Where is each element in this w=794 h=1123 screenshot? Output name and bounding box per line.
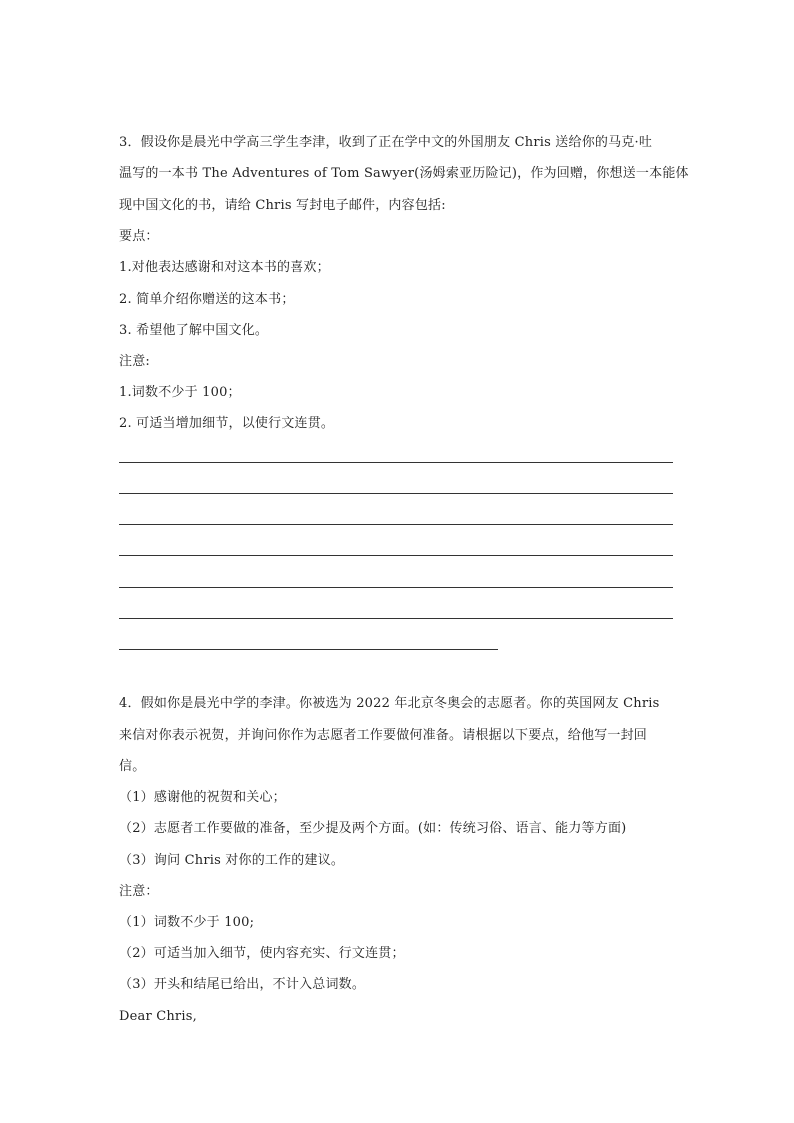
q4-point-3: （3）询问 Chris 对你的工作的建议。 [119,853,345,868]
q3-notes-heading: 注意: [119,354,150,369]
answer-line-2 [119,493,673,494]
q3-note-1: 1.词数不少于 100； [119,385,241,400]
q4-note-3: （3）开头和结尾已给出，不计入总词数。 [119,977,366,992]
q3-point-1: 1.对他表达感谢和对这本书的喜欢； [119,260,330,275]
q4-notes-heading: 注意： [119,884,159,899]
q4-note-2: （2）可适当加入细节，使内容充实、行文连贯； [119,946,405,961]
answer-line-6 [119,618,673,619]
q4-intro-line-1: 4．假如你是晨光中学的李津。你被选为 2022 年北京冬奥会的志愿者。你的英国网友 Chris [119,696,660,711]
q4-intro-line-3: 信。 [119,759,146,774]
q3-point-2: 2. 简单介绍你赠送的这本书； [119,292,295,307]
q4-point-2: （2）志愿者工作要做的准备，至少提及两个方面。(如：传统习俗、语言、能力等方面) [119,821,627,836]
answer-line-4 [119,555,673,556]
q4-point-1: （1）感谢他的祝贺和关心； [119,790,286,805]
q3-intro-line-2: 温写的一本书 The Adventures of Tom Sawyer(汤姆索亚历险记)，作为回赠，你想送一本能体 [119,166,689,181]
answer-line-3 [119,524,673,525]
q4-note-1: （1）词数不少于 100; [119,915,255,930]
q3-intro-line-1: 3．假设你是晨光中学高三学生李津，收到了正在学中文的外国朋友 Chris 送给你的马克·吐 [119,135,653,150]
q4-salutation: Dear Chris, [119,1009,197,1024]
q3-points-heading: 要点： [119,229,159,244]
q4-intro-line-2: 来信对你表示祝贺，并询问你作为志愿者工作要做何准备。请根据以下要点，给他写一封回 [119,728,648,743]
answer-line-1 [119,462,673,463]
q3-point-3: 3. 希望他了解中国文化。 [119,323,269,338]
q3-intro-line-3: 现中国文化的书，请给 Chris 写封电子邮件，内容包括: [119,198,446,213]
answer-line-5 [119,587,673,588]
q3-note-2: 2. 可适当增加细节，以使行文连贯。 [119,416,335,431]
answer-line-7 [119,649,498,650]
